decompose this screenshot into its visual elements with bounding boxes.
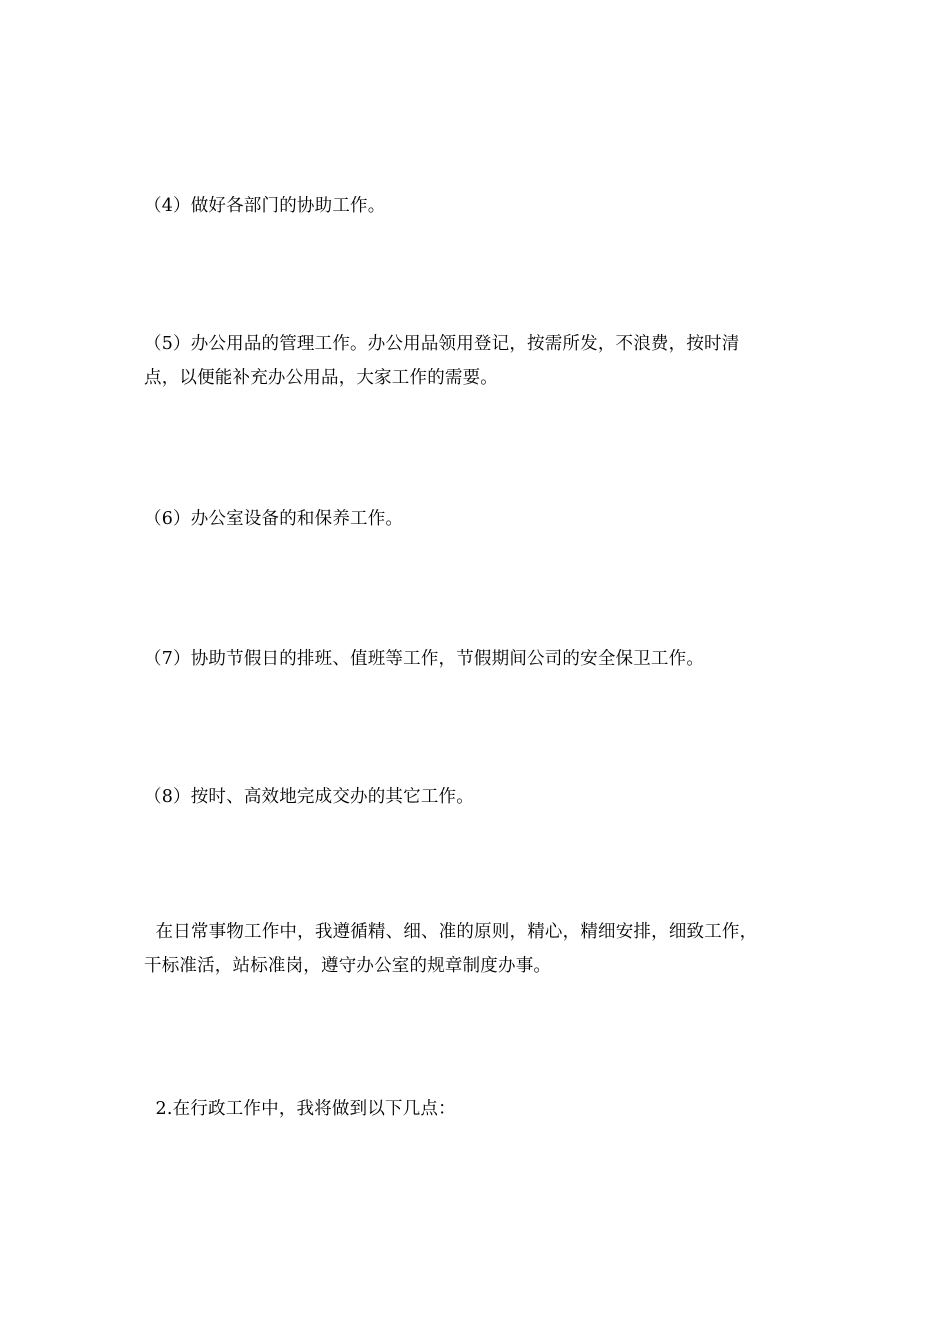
- paragraph-line: （4）做好各部门的协助工作。: [144, 196, 386, 216]
- paragraph-line: 2.在行政工作中，我将做到以下几点：: [144, 1099, 456, 1119]
- paragraph-line: （7）协助节假日的排班、值班等工作，节假期间公司的安全保卫工作。: [144, 649, 705, 669]
- paragraph-line: （6）办公室设备的和保养工作。: [144, 509, 404, 529]
- paragraph-line: 在日常事物工作中，我遵循精、细、准的原则，精心，精细安排，细致工作，: [144, 922, 758, 942]
- paragraph-line: 干标准活，站标准岗，遵守办公室的规章制度办事。: [144, 956, 552, 976]
- paragraph-item-4: [144, 189, 806, 223]
- paragraph-daily-affairs: [144, 915, 806, 983]
- paragraph-line: （5）办公用品的管理工作。办公用品领用登记，按需所发，不浪费，按时清: [144, 334, 740, 354]
- paragraph-item-8: [144, 780, 806, 814]
- paragraph-item-6: [144, 502, 806, 536]
- paragraph-item-5: [144, 327, 806, 395]
- paragraph-line: （8）按时、高效地完成交办的其它工作。: [144, 787, 474, 807]
- paragraph-item-7: [144, 642, 806, 676]
- section-heading-2: [144, 1092, 806, 1126]
- paragraph-line: 点，以便能补充办公用品，大家工作的需要。: [144, 368, 498, 388]
